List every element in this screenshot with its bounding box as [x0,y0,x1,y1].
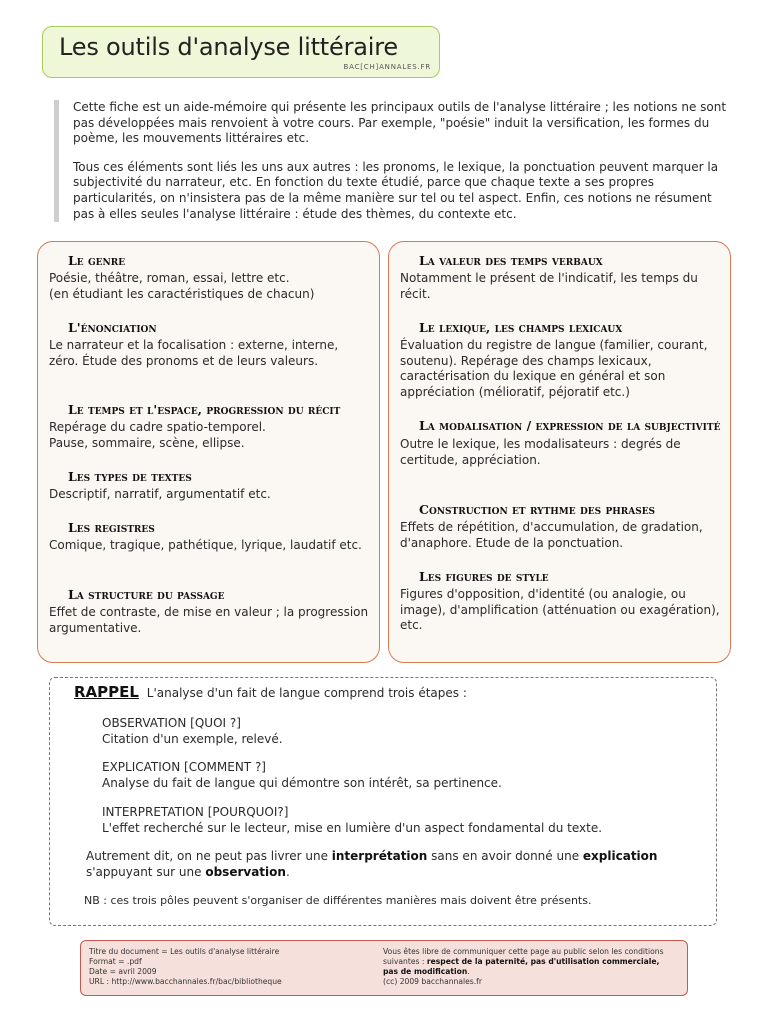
section-text: Effets de répétition, d'accumulation, de gradation, d'anaphore. Etude de la ponctuation. [400,520,703,550]
license-part: Vous êtes libre de communiquer cette page au public selon les conditions suivantes : [383,947,664,966]
step-heading: OBSERVATION [QUOI ?] [102,716,241,730]
section-text: Effet de contraste, de mise en valeur ; la progression argumentative. [49,605,369,635]
section-text: Poésie, théâtre, roman, essai, lettre etc. (en étudiant les caractéristiques de chacun) [49,271,315,301]
section-temps-verbaux [400,253,722,302]
section-text: Comique, tragique, pathétique, lyrique, laudatif etc. [49,538,362,552]
step-heading: INTERPRETATION [POURQUOI?] [102,805,289,819]
section-structure [49,587,371,636]
rappel-header [74,683,467,702]
section-types-textes [49,469,371,503]
rappel-summary [86,848,696,880]
step-explication [102,760,502,791]
summary-text: s'appuyant sur une [86,865,206,879]
section-text: Outre le lexique, les modalisateurs : degrés de certitude, appréciation. [400,437,681,467]
section-title: Le temps et l'espace, progression du récit [68,402,341,417]
section-lexique [400,320,722,400]
step-interpretation [102,805,602,836]
rappel-intro: L'analyse d'un fait de langue comprend trois étapes : [146,686,467,700]
summary-bold-explication: explication [582,849,658,863]
section-temps-espace [49,402,371,451]
section-text: Notamment le présent de l'indicatif, les temps du récit. [400,271,698,301]
step-observation [102,716,283,747]
section-text: Figures d'opposition, d'identité (ou analogie, ou image), d'amplification (atténuation ou exagération), etc. [400,587,720,632]
intro-block [54,100,734,222]
section-title: La modalisation / expression de la subjectivité [419,418,721,433]
summary-text: . [285,865,290,879]
section-figures-style [400,569,722,634]
section-title: L'énonciation [68,320,157,335]
rappel-label: RAPPEL [74,683,139,701]
section-title: Construction et rythme des phrases [419,502,656,517]
site-logo: BAC[CH]ANNALES.FR [343,63,431,71]
step-text: Analyse du fait de langue qui démontre son intérêt, sa pertinence. [102,775,502,790]
section-genre [49,253,371,302]
right-column-box [388,241,731,663]
footer-license [383,947,673,987]
footer-line: Date = avril 2009 [89,967,157,976]
intro-paragraph-1: Cette fiche est un aide-mémoire qui présente les principaux outils de l'analyse littéraire ; les notions ne sont pas développées mais renvoient à votre cours. Par exemple, "poésie" induit la versification, les formes du poème, les mouvements littéraires etc. [73,100,727,146]
left-column-box [37,241,380,663]
section-text: Repérage du cadre spatio-temporel. Pause, sommaire, scène, ellipse. [49,420,266,450]
footer-line: Titre du document = Les outils d'analyse littéraire [89,947,280,956]
license-part: . [467,967,470,976]
title-box [42,26,440,78]
license-text [383,947,673,977]
footer-line: Format = .pdf [89,957,142,966]
section-title: Le genre [68,253,126,268]
section-text: Descriptif, narratif, argumentatif etc. [49,487,271,501]
step-text: L'effet recherché sur le lecteur, mise en lumière d'un aspect fondamental du texte. [102,820,603,835]
section-title: Le lexique, les champs lexicaux [419,320,623,335]
rappel-nb: NB : ces trois pôles peuvent s'organiser de différentes manières mais doivent être présents. [84,894,592,907]
section-construction [400,502,722,551]
section-text: Évaluation du registre de langue (familier, courant, soutenu). Repérage des champs lexicaux, caractérisation du lexique en général et son appréciation (mélioratif, péjoratif etc.) [400,338,708,399]
section-text: Le narrateur et la focalisation : externe, interne, zéro. Étude des pronoms et de leurs valeurs. [49,338,339,368]
copyright-text: (cc) 2009 bacchannales.fr [383,977,482,986]
summary-text: Autrement dit, on ne peut pas livrer une [86,849,332,863]
step-text: Citation d'un exemple, relevé. [102,731,283,746]
section-title: Les types de textes [68,469,192,484]
license-conditions: respect de la paternité, pas d'utilisation commerciale, pas de modification [383,957,660,976]
section-title: Les registres [68,520,155,535]
section-title: La structure du passage [68,587,225,602]
step-heading: EXPLICATION [COMMENT ?] [102,760,266,774]
summary-bold-interpretation: interprétation [331,849,428,863]
page-title: Les outils d'analyse littéraire [59,33,398,61]
summary-bold-observation: observation [205,865,286,879]
summary-text: sans en avoir donné une [427,849,583,863]
intro-paragraph-2: Tous ces éléments sont liés les uns aux autres : les pronoms, le lexique, la ponctuation peuvent marquer la subjectivité du narrateur, etc. En fonction du texte étudié, parce que chaque texte a ses propres particularités, on n'insistera pas de la même manière sur tel ou tel aspect. Enfin, ces notions ne résument pas à elles seules l'analyse littéraire : étude des thèmes, du contexte etc. [73,159,719,221]
footer-line: URL : http://www.bacchannales.fr/bac/bibliotheque [89,977,282,986]
section-title: Les figures de style [419,569,549,584]
section-enonciation [49,320,371,369]
section-modalisation [400,416,722,468]
rappel-box [49,677,717,926]
section-title: La valeur des temps verbaux [419,253,603,268]
footer-box [80,940,688,996]
footer-metadata [89,947,282,987]
section-registres [49,520,371,554]
